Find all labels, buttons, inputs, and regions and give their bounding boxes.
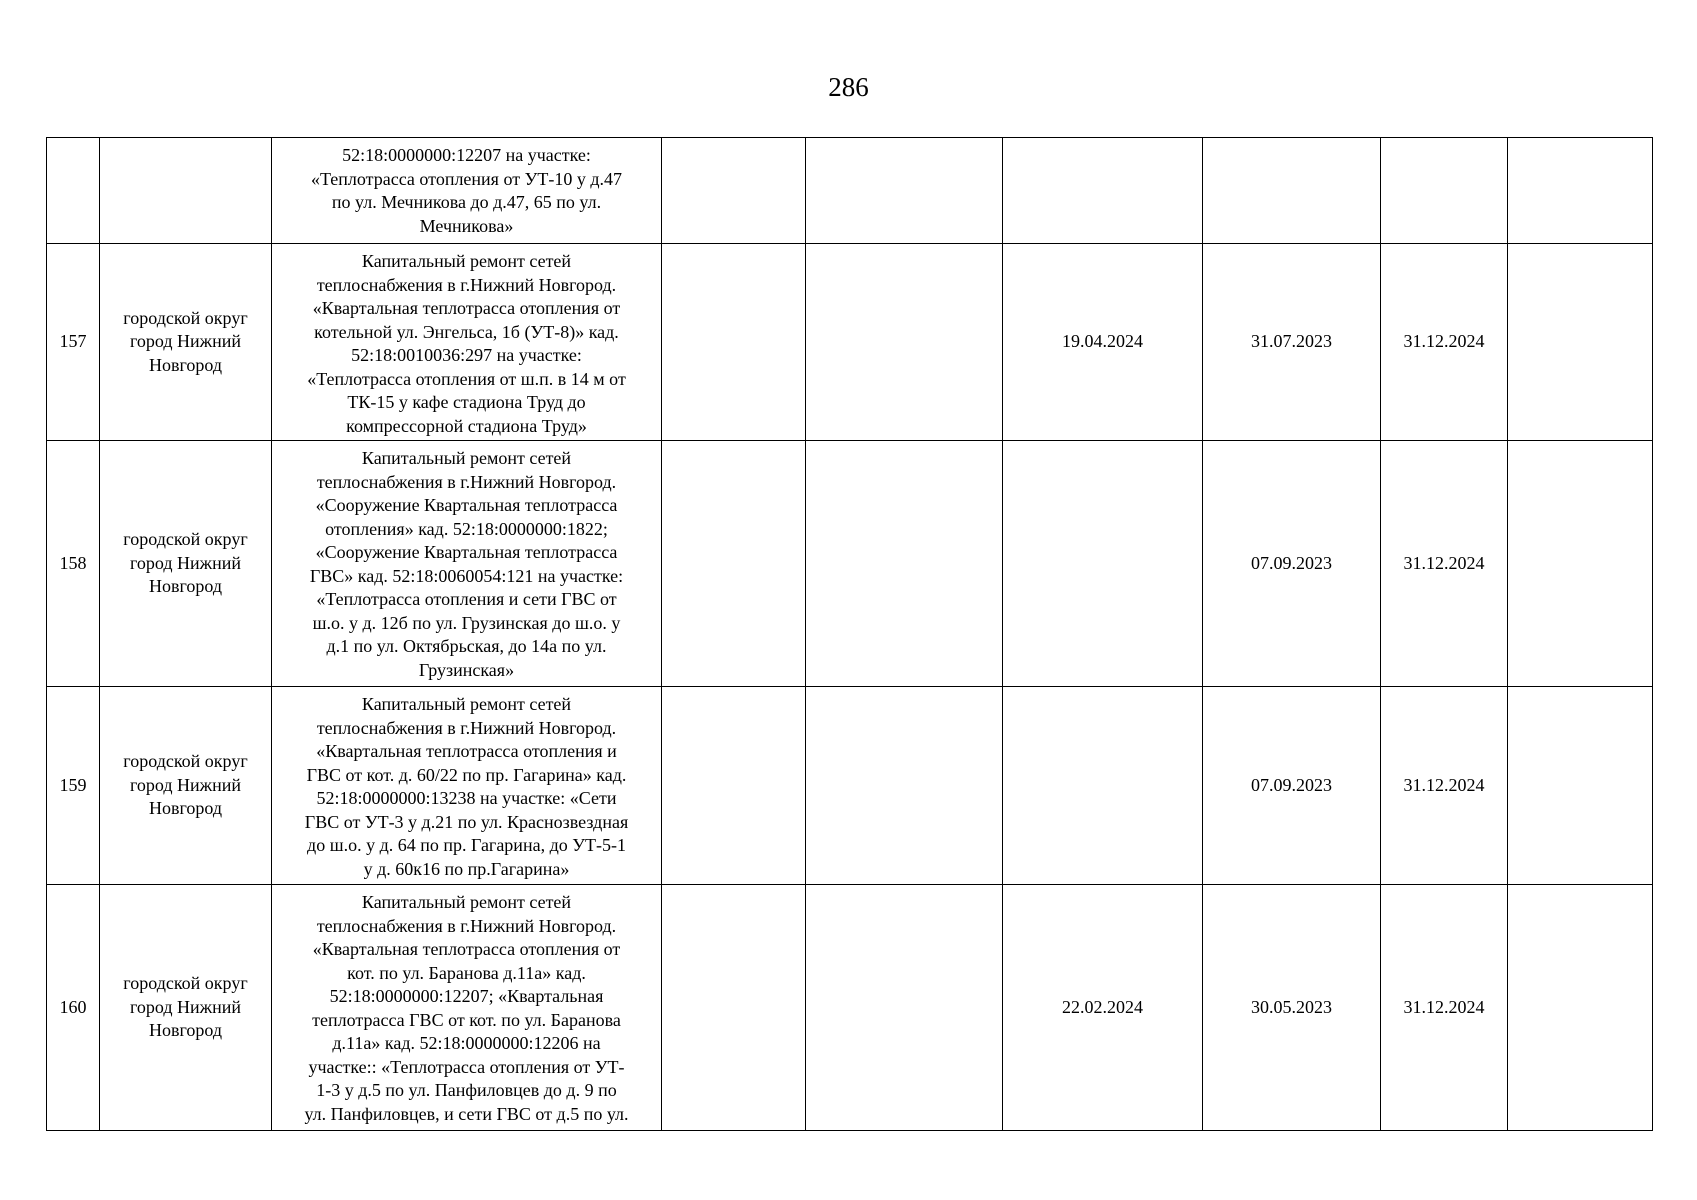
text-line: 52:18:0000000:12207 на участке: [342, 145, 591, 165]
table-row [47, 441, 1653, 687]
text-line: ул. Панфиловцев, и сети ГВС от д.5 по ул. [304, 1103, 629, 1124]
text-line: у д. 60к16 по пр.Гагарина» [363, 858, 570, 879]
text-line: городской округ [123, 529, 248, 550]
start-date-cell [1203, 138, 1381, 244]
territory-cell [100, 244, 272, 441]
text-line: ГВС» кад. 52:18:0060054:121 на участке: [309, 565, 624, 586]
text-line: кот. по ул. Баранова д.11а» кад. [347, 962, 586, 983]
text-line: Капитальный ремонт сетей [361, 448, 572, 468]
empty-cell [806, 885, 1003, 1131]
row-number-cell [47, 138, 100, 244]
empty-cell [662, 244, 806, 441]
text-line: «Квартальная теплотрасса отопления от [312, 939, 621, 959]
text-line: 52:18:0000000:13238 на участке: «Сети [316, 788, 617, 808]
text-line: теплотрасса ГВС от кот. по ул. Баранова [312, 1009, 621, 1030]
text-line: до ш.о. у д. 64 по пр. Гагарина, до УТ-5-1 [307, 835, 626, 855]
start-date-cell: 31.07.2023 [1203, 244, 1381, 441]
row-number-cell: 160 [47, 885, 100, 1131]
date-cell: 19.04.2024 [1003, 244, 1203, 441]
text-line: город Нижний [129, 774, 242, 795]
text-line: теплоснабжения в г.Нижний Новгород. [316, 471, 617, 492]
text-line: Мечникова» [419, 215, 514, 236]
text-line: ТК-15 у кафе стадиона Труд до [347, 392, 586, 412]
date-cell [1003, 687, 1203, 885]
date-cell [1003, 441, 1203, 687]
text-line: городской округ [123, 973, 248, 994]
empty-cell [662, 441, 806, 687]
empty-cell [1508, 687, 1653, 885]
end-date-cell: 31.12.2024 [1381, 885, 1508, 1131]
page-number: 286 [828, 72, 869, 102]
text-line: городской округ [123, 751, 248, 772]
row-number-cell: 159 [47, 687, 100, 885]
empty-cell [1508, 441, 1653, 687]
text-line: по ул. Мечникова до д.47, 65 по ул. [331, 192, 602, 212]
empty-cell [1508, 885, 1653, 1131]
description-cell [272, 441, 662, 687]
empty-cell [806, 138, 1003, 244]
text-line: д.11а» кад. 52:18:0000000:12206 на [332, 1033, 601, 1053]
text-line: ГВС от кот. д. 60/22 по пр. Гагарина» кад. [306, 764, 627, 785]
end-date-cell: 31.12.2024 [1381, 687, 1508, 885]
text-line: городской округ [123, 307, 248, 328]
text-line: ГВС от УТ-3 у д.21 по ул. Краснозвездная [304, 811, 629, 832]
text-line: д.1 по ул. Октябрьская, до 14а по ул. [326, 636, 607, 656]
text-line: «Квартальная теплотрасса отопления и [316, 741, 617, 761]
registry-table [46, 137, 1653, 1131]
table-row [47, 244, 1653, 441]
text-line: город Нижний [129, 996, 242, 1017]
end-date-cell: 31.12.2024 [1381, 244, 1508, 441]
start-date-cell: 07.09.2023 [1203, 687, 1381, 885]
registry-body [47, 138, 1653, 1131]
date-cell: 22.02.2024 [1003, 885, 1203, 1131]
text-line: «Квартальная теплотрасса отопления от [312, 298, 621, 318]
text-line: Капитальный ремонт сетей [361, 892, 572, 912]
text-line: 1-3 у д.5 по ул. Панфиловцев до д. 9 по [316, 1080, 617, 1100]
text-line: Новгород [148, 798, 223, 819]
empty-cell [1508, 244, 1653, 441]
table-row [47, 138, 1653, 244]
end-date-cell: 31.12.2024 [1381, 441, 1508, 687]
text-line: «Теплотрасса отопления от УТ-10 у д.47 [310, 168, 622, 189]
text-line: Новгород [148, 1020, 223, 1041]
text-line: Капитальный ремонт сетей [361, 694, 572, 714]
empty-cell [806, 687, 1003, 885]
description-cell [272, 687, 662, 885]
start-date-cell: 30.05.2023 [1203, 885, 1381, 1131]
text-line: Капитальный ремонт сетей [361, 251, 572, 271]
text-line: «Сооружение Квартальная теплотрасса [315, 542, 618, 562]
text-line: Новгород [148, 576, 223, 597]
territory-cell [100, 687, 272, 885]
description-cell [272, 885, 662, 1131]
text-line: «Теплотрасса отопления и сети ГВС от [316, 589, 617, 609]
text-line: котельной ул. Энгельса, 1б (УТ-8)» кад. [314, 321, 619, 342]
text-line: компрессорной стадиона Труд» [346, 415, 587, 436]
text-line: отопления» кад. 52:18:0000000:1822; [325, 518, 608, 539]
text-line: Грузинская» [418, 659, 515, 680]
row-number-cell: 158 [47, 441, 100, 687]
text-line: теплоснабжения в г.Нижний Новгород. [316, 274, 617, 295]
end-date-cell [1381, 138, 1508, 244]
date-cell [1003, 138, 1203, 244]
territory-cell [100, 138, 272, 244]
territory-cell [100, 441, 272, 687]
empty-cell [662, 138, 806, 244]
text-line: 52:18:0010036:297 на участке: [351, 345, 582, 365]
empty-cell [806, 244, 1003, 441]
text-line: Новгород [148, 354, 223, 375]
description-cell [272, 138, 662, 244]
text-line: ш.о. у д. 12б по ул. Грузинская до ш.о. у [312, 612, 621, 633]
text-line: «Сооружение Квартальная теплотрасса [315, 495, 618, 515]
text-line: теплоснабжения в г.Нижний Новгород. [316, 717, 617, 738]
territory-cell [100, 885, 272, 1131]
empty-cell [1508, 138, 1653, 244]
empty-cell [662, 885, 806, 1131]
text-line: «Теплотрасса отопления от ш.п. в 14 м от [307, 368, 626, 389]
empty-cell [662, 687, 806, 885]
text-line: теплоснабжения в г.Нижний Новгород. [316, 915, 617, 936]
text-line: город Нижний [129, 331, 242, 352]
empty-cell [806, 441, 1003, 687]
table-row [47, 885, 1653, 1131]
row-number-cell: 157 [47, 244, 100, 441]
text-line: участке:: «Теплотрасса отопления от УТ- [308, 1056, 625, 1077]
description-cell [272, 244, 662, 441]
text-line: город Нижний [129, 552, 242, 573]
start-date-cell: 07.09.2023 [1203, 441, 1381, 687]
table-row [47, 687, 1653, 885]
text-line: 52:18:0000000:12207; «Квартальная [329, 986, 604, 1006]
